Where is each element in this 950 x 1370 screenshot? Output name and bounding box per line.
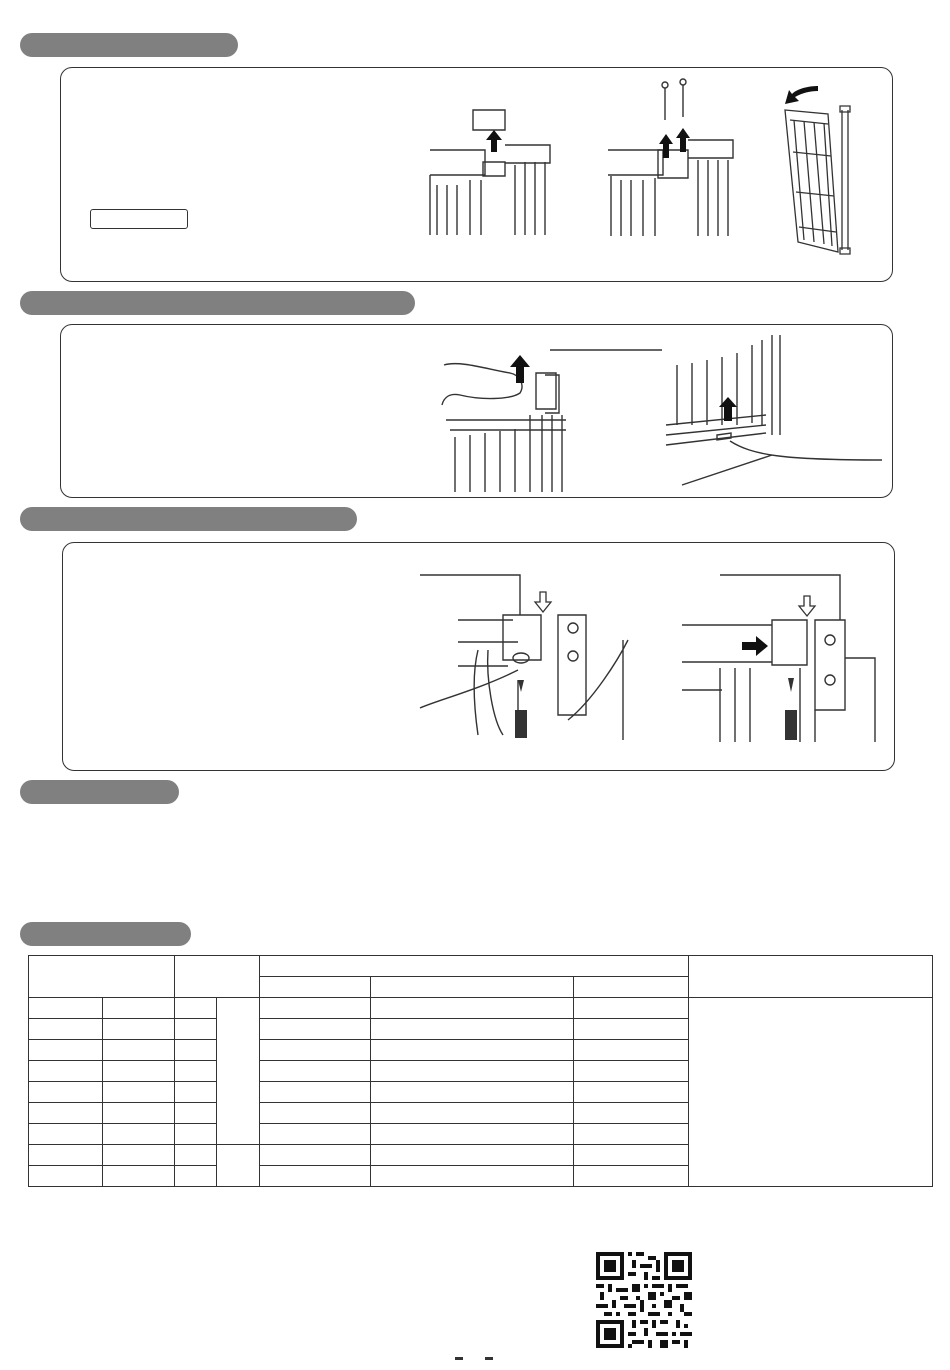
section-heading-1 (20, 33, 238, 57)
section-heading-5 (20, 922, 191, 946)
illustration-cap-removal (425, 100, 555, 235)
section-heading-2 (20, 291, 415, 315)
table-row (29, 956, 933, 977)
arrow-up-icon (676, 128, 690, 152)
illustration-panel-tilt (780, 82, 860, 260)
section-heading-3 (20, 507, 357, 531)
qr-code[interactable] (596, 1252, 692, 1348)
arrow-down-outline-icon (799, 596, 815, 616)
footer-mark (455, 1357, 463, 1360)
arrow-up-icon (510, 355, 530, 383)
illustration-lift-latch (440, 345, 665, 493)
section-heading-4 (20, 780, 179, 804)
spec-table (28, 955, 933, 1187)
illustration-bottom-latch (662, 335, 884, 493)
footer-mark (485, 1357, 493, 1360)
screwdriver-icon (785, 678, 797, 740)
illustration-hinge-screw-b (680, 570, 880, 742)
label-tag (90, 209, 188, 229)
arrow-down-outline-icon (535, 592, 551, 612)
screwdriver-icon (515, 680, 527, 738)
arrow-up-icon (659, 134, 673, 158)
arrow-right-icon (742, 636, 768, 656)
illustration-pin-removal (603, 78, 738, 236)
curved-arrow-icon (785, 86, 818, 104)
illustration-hinge-screw-a (418, 570, 633, 742)
table-row (29, 998, 933, 1019)
arrow-up-icon (486, 130, 502, 152)
